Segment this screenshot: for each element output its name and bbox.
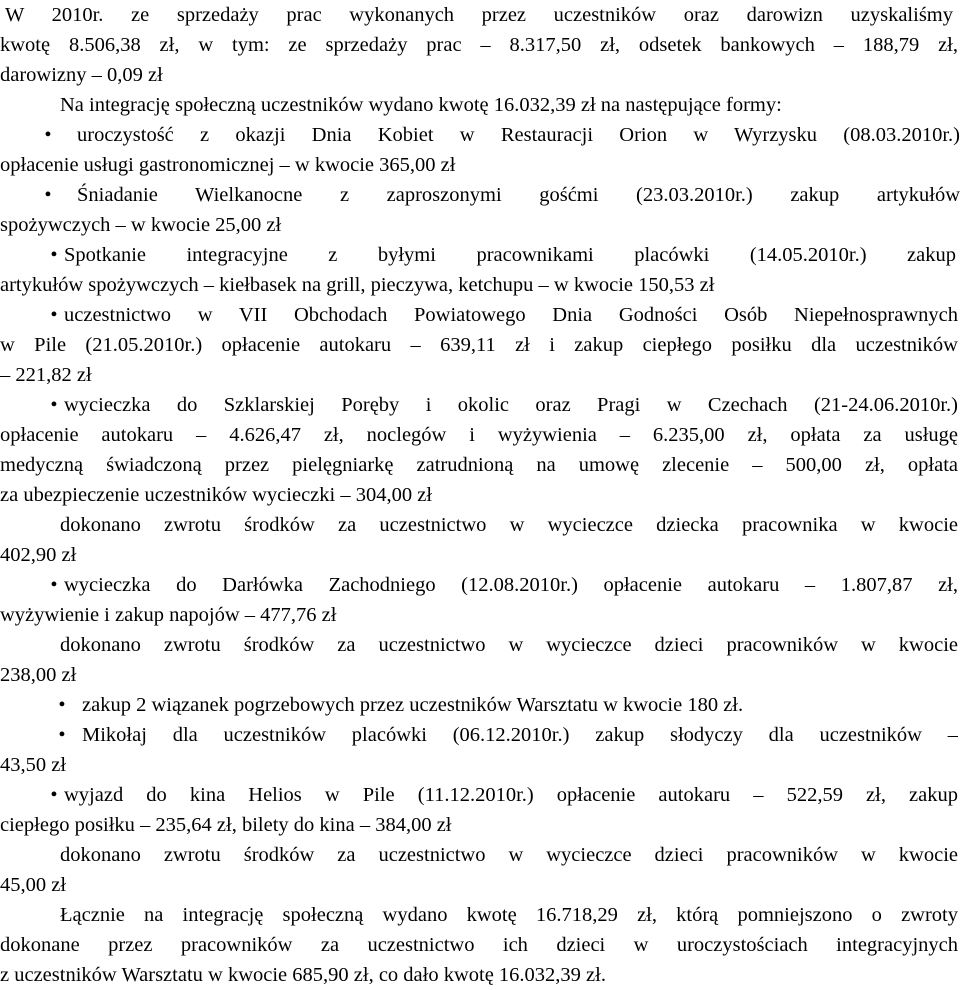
text-line <box>0 600 960 630</box>
text-line <box>0 30 960 60</box>
text-line <box>0 360 960 390</box>
line-text: Łącznie na integrację społeczną wydano kwotę 16.718,29 zł, którą pomniejszono o zwroty <box>60 904 958 926</box>
bullet-icon: • <box>50 244 58 266</box>
line-text: dokonane przez pracowników za uczestnictwo ich dzieci w uroczystościach integracyjnych <box>0 934 958 956</box>
list-item-text: uczestnictwo w VII Obchodach Powiatowego Dnia Godności Osób Niepełnosprawnych <box>64 304 958 326</box>
bullet-icon: • <box>50 394 58 416</box>
line-text: dokonano zwrotu środków za uczestnictwo w wycieczce dzieci pracowników w kwocie <box>60 844 958 866</box>
list-item <box>0 690 960 720</box>
line-text: W 2010r. ze sprzedaży prac wykonanych przez uczestników oraz darowizn uzyskaliśmy <box>5 4 953 26</box>
list-item-text: wycieczka do Szklarskiej Poręby i okolic oraz Pragi w Czechach (21-24.06.2010r.) <box>64 394 958 416</box>
list-item <box>0 120 960 150</box>
bullet-icon: • <box>58 694 66 716</box>
line-text: dokonano zwrotu środków za uczestnictwo w wycieczce dziecka pracownika w kwocie <box>60 514 958 536</box>
line-text: za ubezpieczenie uczestników wycieczki – 304,00 zł <box>0 484 433 506</box>
text-line <box>0 630 960 660</box>
bullet-icon: • <box>50 784 58 806</box>
list-item-text: wyjazd do kina Helios w Pile (11.12.2010r.) opłacenie autokaru – 522,59 zł, zakup <box>64 784 958 806</box>
bullet-icon: • <box>50 304 58 326</box>
text-line <box>0 810 960 840</box>
text-line <box>0 900 960 930</box>
text-line <box>0 840 960 870</box>
text-line <box>0 150 960 180</box>
line-text: z uczestników Warsztatu w kwocie 685,90 zł, co dało kwotę 16.032,39 zł. <box>0 964 606 986</box>
text-line <box>0 480 960 510</box>
text-line <box>0 960 960 990</box>
text-line <box>0 270 960 300</box>
line-text: w Pile (21.05.2010r.) opłacenie autokaru – 639,11 zł i zakup ciepłego posiłku dla uczestników <box>0 334 958 356</box>
line-text: 43,50 zł <box>0 754 67 776</box>
line-text: 402,90 zł <box>0 544 77 566</box>
text-line <box>0 210 960 240</box>
bullet-icon: • <box>44 124 52 146</box>
line-text: Na integrację społeczną uczestników wydano kwotę 16.032,39 zł na następujące formy: <box>60 94 782 116</box>
line-text: – 221,82 zł <box>0 364 92 386</box>
line-text: ciepłego posiłku – 235,64 zł, bilety do kina – 384,00 zł <box>0 814 452 836</box>
list-item <box>0 180 960 210</box>
list-item <box>0 780 960 810</box>
list-item-text: Spotkanie integracyjne z byłymi pracownikami placówki (14.05.2010r.) zakup <box>64 244 956 266</box>
text-line <box>0 660 960 690</box>
text-line <box>0 90 960 120</box>
line-text: kwotę 8.506,38 zł, w tym: ze sprzedaży prac – 8.317,50 zł, odsetek bankowych – 188,79 zł, <box>0 34 958 56</box>
list-item-text: Śniadanie Wielkanocne z zaproszonymi gośćmi (23.03.2010r.) zakup artykułów <box>77 184 960 206</box>
list-item <box>0 720 960 750</box>
text-line <box>0 540 960 570</box>
text-line <box>0 930 960 960</box>
line-text: opłacenie autokaru – 4.626,47 zł, noclegów i wyżywienia – 6.235,00 zł, opłata za usługę <box>0 424 958 446</box>
list-item-text: zakup 2 wiązanek pogrzebowych przez uczestników Warsztatu w kwocie 180 zł. <box>82 694 744 716</box>
list-item <box>0 240 960 270</box>
list-item-text: uroczystość z okazji Dnia Kobiet w Restauracji Orion w Wyrzysku (08.03.2010r.) <box>77 124 960 146</box>
line-text: artykułów spożywczych – kiełbasek na grill, pieczywa, ketchupu – w kwocie 150,53 zł <box>0 274 715 296</box>
text-line <box>0 510 960 540</box>
line-text: 238,00 zł <box>0 664 77 686</box>
bullet-icon: • <box>58 724 66 746</box>
text-line <box>0 750 960 780</box>
text-line <box>0 60 960 90</box>
line-text: dokonano zwrotu środków za uczestnictwo w wycieczce dzieci pracowników w kwocie <box>60 634 958 656</box>
text-line <box>0 330 960 360</box>
list-item-text: Mikołaj dla uczestników placówki (06.12.2010r.) zakup słodyczy dla uczestników – <box>82 724 958 746</box>
text-line <box>0 0 960 30</box>
list-item <box>0 300 960 330</box>
line-text: 45,00 zł <box>0 874 67 896</box>
line-text: medyczną świadczoną przez pielęgniarkę zatrudnioną na umowę zlecenie – 500,00 zł, opłata <box>0 454 958 476</box>
list-item <box>0 570 960 600</box>
list-item <box>0 390 960 420</box>
bullet-icon: • <box>50 574 58 596</box>
line-text: wyżywienie i zakup napojów – 477,76 zł <box>0 604 337 626</box>
line-text: spożywczych – w kwocie 25,00 zł <box>0 214 282 236</box>
list-item-text: wycieczka do Darłówka Zachodniego (12.08.2010r.) opłacenie autokaru – 1.807,87 zł, <box>64 574 958 596</box>
line-text: opłacenie usługi gastronomicznej – w kwocie 365,00 zł <box>0 154 456 176</box>
text-line <box>0 450 960 480</box>
bullet-icon: • <box>44 184 52 206</box>
line-text: darowizny – 0,09 zł <box>0 64 163 86</box>
text-line <box>0 870 960 900</box>
text-line <box>0 420 960 450</box>
